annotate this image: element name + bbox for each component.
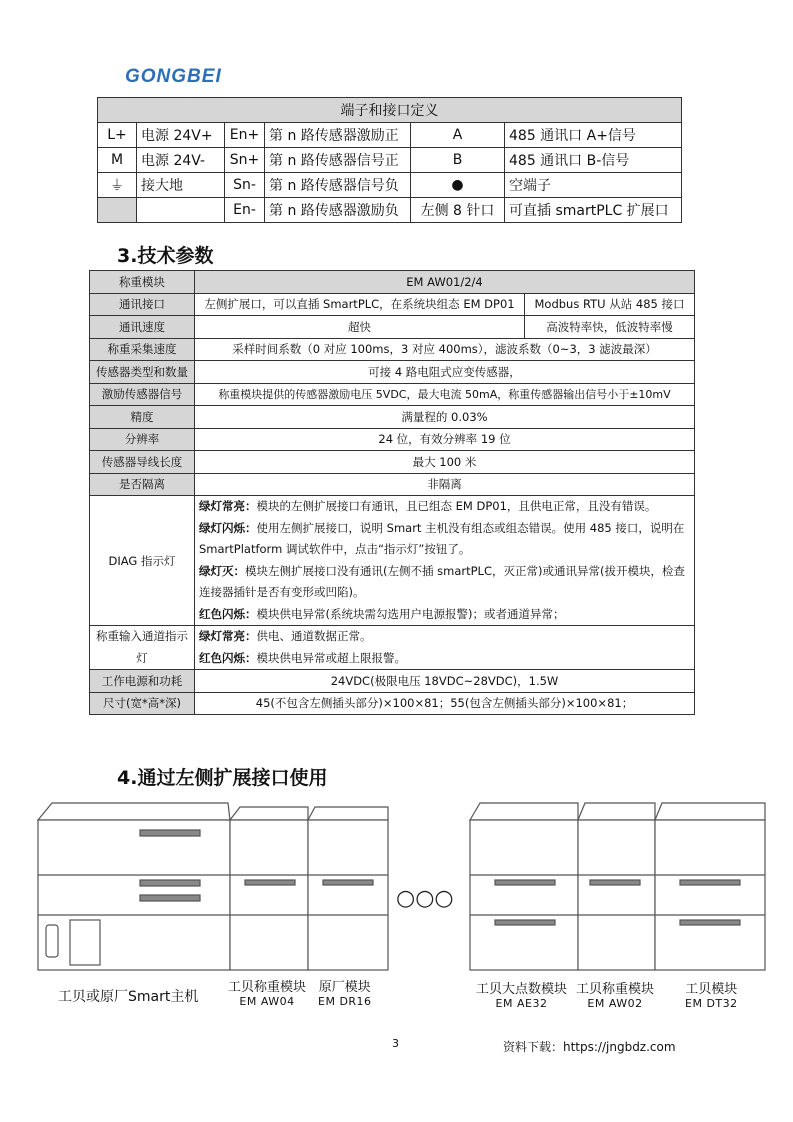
table-row: 称重模块 EM AW01/2/4 xyxy=(90,271,695,294)
table-row: 称重输入通道指示灯 绿灯常亮：供电、通道数据正常。 红色闪烁：模块供电异常或超上限报警。 xyxy=(90,626,695,670)
table-row: DIAG 指示灯 绿灯常亮：模块的左侧扩展接口有通讯，且已组态 EM DP01，且供电正常，且没有错误。 绿灯闪烁：使用左侧扩展接口，说明 Smart 主机没有组态或组态错误。使用 485 接口，说明在 SmartPlatform 调试软件中，点击“指示灯”按钮了。 绿灯灭：模块左侧扩展接口没有通讯(左侧不插 smartPLC，灭正常)或通讯异常(拔开模块，检查连接器插针是否有变形或凹陷)。 红色闪烁：模块供电异常(系统块需勾选用户电源报警)；或者通道异常； xyxy=(90,496,695,626)
caption-em-aw04: 工贝称重模块 EM AW04 xyxy=(228,980,307,1008)
terminal-table-title: 端子和接口定义 xyxy=(98,98,682,123)
table-row: 通讯接口 左侧扩展口，可以直插 SmartPLC，在系统块组态 EM DP01 Modbus RTU 从站 485 接口 xyxy=(90,293,695,316)
em-dt32-illustration xyxy=(655,803,765,970)
terminal-table xyxy=(97,97,682,223)
em-aw02-illustration xyxy=(578,803,655,970)
diag-description: 绿灯常亮：模块的左侧扩展接口有通讯，且已组态 EM DP01，且供电正常，且没有错误。 绿灯闪烁：使用左侧扩展接口，说明 Smart 主机没有组态或组态错误。使用 485 接口，说明在 SmartPlatform 调试软件中，点击“指示灯”按钮了。 绿灯灭：模块左侧扩展接口没有通讯(左侧不插 smartPLC，灭正常)或通讯异常(拔开模块，检查连接器插针是否有变形或凹陷)。 红色闪烁：模块供电异常(系统块需勾选用户电源报警)；或者通道异常； xyxy=(195,496,695,626)
company-logo: GONGBEI xyxy=(125,66,222,87)
table-row: 传感器导线长度 最大 100 米 xyxy=(90,451,695,474)
caption-em-aw02: 工贝称重模块 EM AW02 xyxy=(576,982,655,1010)
section-4-heading: 4.通过左侧扩展接口使用 xyxy=(117,767,328,789)
table-row: 通讯速度 超快 高波特率快，低波特率慢 xyxy=(90,316,695,339)
caption-plc-host: 工贝或原厂Smart主机 xyxy=(58,989,199,1005)
table-row: 尺寸(宽*高*深) 45(不包含左侧插头部分)×100×81；55(包含左侧插头部分)×100×81； xyxy=(90,692,695,715)
table-row: 分辨率 24 位，有效分辨率 19 位 xyxy=(90,428,695,451)
caption-em-dr16: 原厂模块 EM DR16 xyxy=(318,980,372,1008)
caption-em-ae32: 工贝大点数模块 EM AE32 xyxy=(476,982,568,1010)
em-aw04-illustration xyxy=(230,807,308,970)
table-row: ⏚ 接大地 Sn- 第 n 路传感器信号负 ● 空端子 xyxy=(98,173,682,198)
table-row: 传感器类型和数量 可接 4 路电阻式应变传感器， xyxy=(90,361,695,384)
page-number: 3 xyxy=(392,1037,399,1050)
caption-em-dt32: 工贝模块 EM DT32 xyxy=(685,982,738,1010)
table-row: L+ 电源 24V+ En+ 第 n 路传感器激励正 A 485 通讯口 A+信号 xyxy=(98,123,682,148)
table-row: En- 第 n 路传感器激励负 左侧 8 针口 可直插 smartPLC 扩展口 xyxy=(98,198,682,223)
plc-host-illustration xyxy=(38,803,230,970)
download-link[interactable]: 资料下载：https://jngbdz.com xyxy=(503,1040,676,1054)
table-row: 工作电源和功耗 24VDC(极限电压 18VDC~28VDC)，1.5W xyxy=(90,670,695,693)
table-row: M 电源 24V- Sn+ 第 n 路传感器信号正 B 485 通讯口 B-信号 xyxy=(98,148,682,173)
input-indicator-description: 绿灯常亮：供电、通道数据正常。 红色闪烁：模块供电异常或超上限报警。 xyxy=(195,626,695,670)
em-ae32-illustration xyxy=(470,803,578,970)
table-row: 激励传感器信号 称重模块提供的传感器激励电压 5VDC，最大电流 50mA，称重传感器输出信号小于±10mV xyxy=(90,383,695,406)
em-dr16-illustration xyxy=(308,807,388,970)
table-row: 精度 满量程的 0.03% xyxy=(90,406,695,429)
table-row: 称重采集速度 采样时间系数（0 对应 100ms，3 对应 400ms），滤波系数（0~3，3 滤波最深） xyxy=(90,338,695,361)
module-diagram xyxy=(30,795,770,980)
section-3-heading: 3.技术参数 xyxy=(117,245,214,267)
continuation-dots: ○○○ xyxy=(396,886,454,911)
table-row: 是否隔离 非隔离 xyxy=(90,473,695,496)
ground-icon: ⏚ xyxy=(98,173,137,198)
spec-table xyxy=(89,270,695,715)
